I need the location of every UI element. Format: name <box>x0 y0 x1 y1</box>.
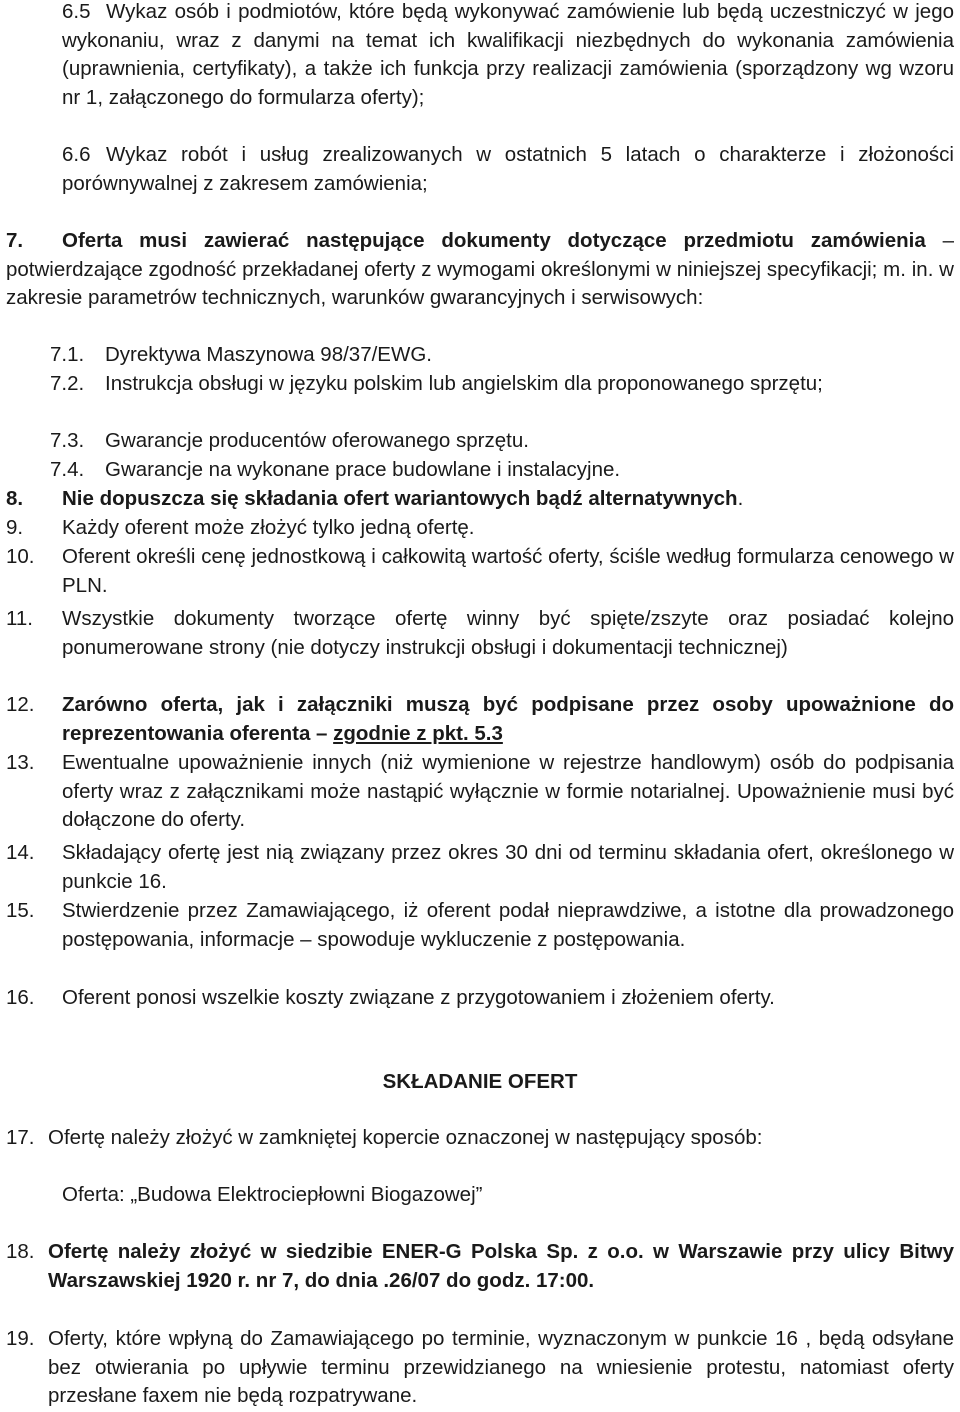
item-7-3-text: Gwarancje producentów oferowanego sprzętu. <box>105 429 529 452</box>
item-7-text <box>6 227 954 313</box>
item-number: 8. <box>6 487 24 510</box>
item-14-text: Składający ofertę jest nią związany przez okres 30 dni od terminu składania ofert, określonego w punkcie 16. <box>62 841 954 893</box>
item-12-bold: Zarówno oferta, jak i załączniki muszą być podpisane przez osoby upoważnione do reprezentowania oferenta – <box>62 693 954 745</box>
item-7-2-text: Instrukcja obsługi w języku polskim lub angielskim dla proponowanego sprzętu; <box>105 372 823 395</box>
item-7-1-text: Dyrektywa Maszynowa 98/37/EWG. <box>105 343 432 366</box>
item-number: 12. <box>6 693 35 716</box>
item-number: 16. <box>6 986 35 1009</box>
item-number: 18. <box>6 1240 35 1263</box>
item-number: 19. <box>6 1327 35 1350</box>
item-12-text <box>62 691 954 748</box>
item-15-text: Stwierdzenie przez Zamawiającego, iż oferent podał nieprawdziwe, a istotne dla prowadzonego postępowania, informacje – spowoduje wykluczenie z postępowania. <box>62 899 954 951</box>
item-8-text <box>62 485 954 514</box>
item-16-text: Oferent ponosi wszelkie koszty związane z przygotowaniem i złożeniem oferty. <box>62 986 775 1009</box>
item-7-bold: Oferta musi zawierać następujące dokumenty dotyczące przedmiotu zamówienia <box>62 229 926 252</box>
item-17-text: Ofertę należy złożyć w zamkniętej kopercie oznaczonej w następujący sposób: <box>48 1126 763 1149</box>
item-7-4-text: Gwarancje na wykonane prace budowlane i instalacyjne. <box>105 458 621 481</box>
item-number: 7.2. <box>50 372 85 395</box>
item-7-rest: – potwierdzające zgodność przekładanej oferty z wymogami określonymi w niniejszej specyfikacji; m. in. w zakresie parametrów technicznych, warunków gwarancyjnych i serwisowych: <box>6 229 954 309</box>
item-19-text: Oferty, które wpłyną do Zamawiającego po terminie, wyznaczonym w punkcie 16 , będą odsyłane bez otwierania po upływie terminu przewidzianego na wniesienie protestu, natomiast oferty przesłane faxem nie będą rozpatrywane. <box>48 1327 954 1407</box>
item-number: 13. <box>6 751 35 774</box>
item-18-text: Ofertę należy złożyć w siedzibie ENER-G Polska Sp. z o.o. w Warszawie przy ulicy Bitwy Warszawskiej 1920 r. nr 7, do dnia .26/07 do godz. 17:00. <box>48 1240 954 1292</box>
item-13-text: Ewentualne upoważnienie innych (niż wymienione w rejestrze handlowym) osób do podpisania oferty wraz z załącznikami może nastąpić wyłącznie w formie notarialnej. Upoważnienie musi być dołączone do oferty. <box>62 751 954 831</box>
item-number: 6.6 <box>62 143 91 166</box>
item-number: 14. <box>6 841 35 864</box>
envelope-label: Oferta: „Budowa Elektrociepłowni Biogazowej” <box>62 1183 483 1206</box>
item-number: 7.4. <box>50 458 85 481</box>
item-number: 15. <box>6 899 35 922</box>
item-number: 9. <box>6 516 24 539</box>
item-number: 10. <box>6 545 35 568</box>
item-number: 6.5 <box>62 0 91 23</box>
item-number: 7.3. <box>50 429 85 452</box>
item-6-5-text: Wykaz osób i podmiotów, które będą wykonywać zamówienie lub będą uczestniczyć w jego wykonaniu, wraz z danymi na temat ich kwalifikacji niezbędnych do wykonania zamówienia (uprawnienia, certyfikaty), a także ich funkcja przy realizacji zamówienia (sporządzony wg wzoru nr 1, załączonego do formularza oferty); <box>62 0 954 109</box>
item-number: 7.1. <box>50 343 85 366</box>
item-number: 11. <box>6 607 33 630</box>
item-number: 7. <box>6 229 24 252</box>
item-6-6-text: Wykaz robót i usług zrealizowanych w ostatnich 5 latach o charakterze i złożoności porównywalnej z zakresem zamówienia; <box>62 143 954 195</box>
item-8-period: . <box>737 487 744 510</box>
item-8-bold: Nie dopuszcza się składania ofert wariantowych bądź alternatywnych <box>62 487 738 510</box>
section-heading: SKŁADANIE OFERT <box>382 1070 578 1093</box>
item-9-text: Każdy oferent może złożyć tylko jedną ofertę. <box>62 516 475 539</box>
item-number: 17. <box>6 1126 35 1149</box>
item-10-text: Oferent określi cenę jednostkową i całkowitą wartość oferty, ściśle według formularza cenowego w PLN. <box>62 545 954 597</box>
item-12-bold-underlined: zgodnie z pkt. 5.3 <box>333 721 503 745</box>
item-11-text: Wszystkie dokumenty tworzące ofertę winny być spięte/zszyte oraz posiadać kolejno ponumerowane strony (nie dotyczy instrukcji obsługi i dokumentacji technicznej) <box>62 607 954 659</box>
